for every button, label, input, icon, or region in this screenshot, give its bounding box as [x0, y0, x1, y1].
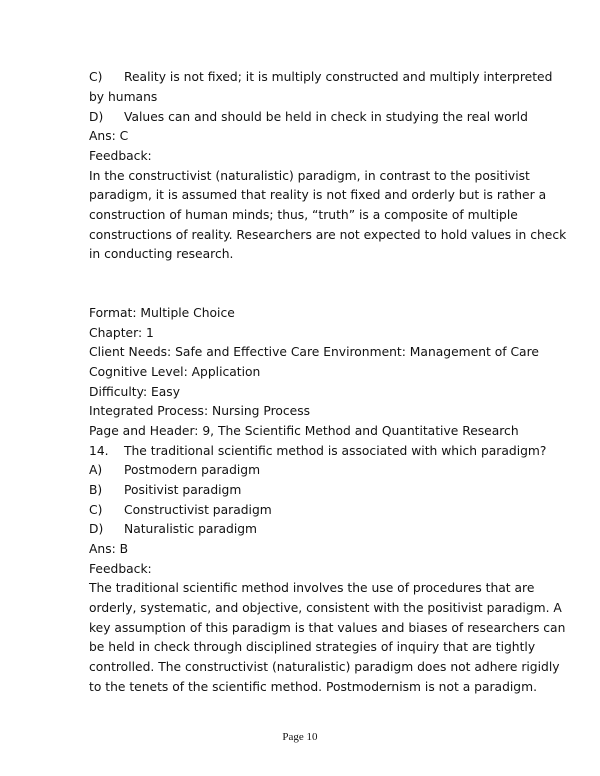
page-number: Page 10 [282, 731, 318, 743]
q13-option-d-text: Values can and should be held in check in studying the real world [124, 110, 528, 124]
meta-client-needs: Client Needs: Safe and Effective Care Environment: Management of Care [89, 345, 539, 359]
q14-stem [89, 443, 546, 459]
q14-feedback-line: The traditional scientific method involves the use of procedures that are [89, 581, 535, 595]
q14-feedback-line: be held in check through disciplined strategies of inquiry that are tightly [89, 640, 536, 654]
q13-feedback-line: paradigm, it is assumed that reality is not fixed and orderly but is rather a [89, 188, 547, 202]
q14-option-key: B) [89, 483, 103, 497]
q14-stem-text: The traditional scientific method is associated with which paradigm? [124, 444, 547, 458]
q14-option-text: Constructivist paradigm [124, 503, 272, 517]
meta-integrated-process: Integrated Process: Nursing Process [89, 404, 311, 418]
q14-feedback-line: to the tenets of the scientific method. Postmodernism is not a paradigm. [89, 680, 537, 694]
q13-option-c-text: Reality is not fixed; it is multiply constructed and multiply interpreted [124, 70, 553, 84]
q14-answer: Ans: B [89, 542, 129, 556]
q14-option-a [89, 462, 260, 478]
q14-feedback-line: orderly, systematic, and objective, consistent with the positivist paradigm. A [89, 601, 562, 615]
meta-chapter: Chapter: 1 [89, 326, 154, 340]
q14-option-text: Naturalistic paradigm [124, 522, 258, 536]
q14-feedback-label: Feedback: [89, 562, 152, 576]
q14-option-b [89, 482, 241, 498]
q13-option-c-cont: by humans [89, 90, 158, 104]
q13-feedback-line: In the constructivist (naturalistic) paradigm, in contrast to the positivist [89, 169, 530, 183]
q13-feedback-line: constructions of reality. Researchers are not expected to hold values in check [89, 228, 567, 242]
meta-format: Format: Multiple Choice [89, 306, 235, 320]
meta-difficulty: Difficulty: Easy [89, 385, 180, 399]
q14-option-key: C) [89, 503, 103, 517]
q14-option-key: A) [89, 463, 103, 477]
q14-option-text: Postmodern paradigm [124, 463, 261, 477]
q13-option-c-key: C) [89, 70, 103, 84]
q14-option-key: D) [89, 522, 104, 536]
q13-option-c [89, 69, 552, 85]
q13-answer: Ans: C [89, 129, 129, 143]
q14-number: 14. [89, 444, 109, 458]
q13-option-d [89, 109, 528, 125]
q14-feedback-line: controlled. The constructivist (naturalistic) paradigm does not adhere rigidly [89, 660, 560, 674]
q14-feedback-line: key assumption of this paradigm is that values and biases of researchers can [89, 621, 566, 635]
q13-feedback-label: Feedback: [89, 149, 152, 163]
q13-option-d-key: D) [89, 110, 104, 124]
q13-feedback-line: construction of human minds; thus, “truth” is a composite of multiple [89, 208, 518, 222]
q14-option-d [89, 521, 257, 537]
meta-cognitive-level: Cognitive Level: Application [89, 365, 261, 379]
q13-feedback-line: in conducting research. [89, 247, 234, 261]
meta-page-header: Page and Header: 9, The Scientific Method and Quantitative Research [89, 424, 519, 438]
q14-option-c [89, 502, 272, 518]
q14-option-text: Positivist paradigm [124, 483, 242, 497]
